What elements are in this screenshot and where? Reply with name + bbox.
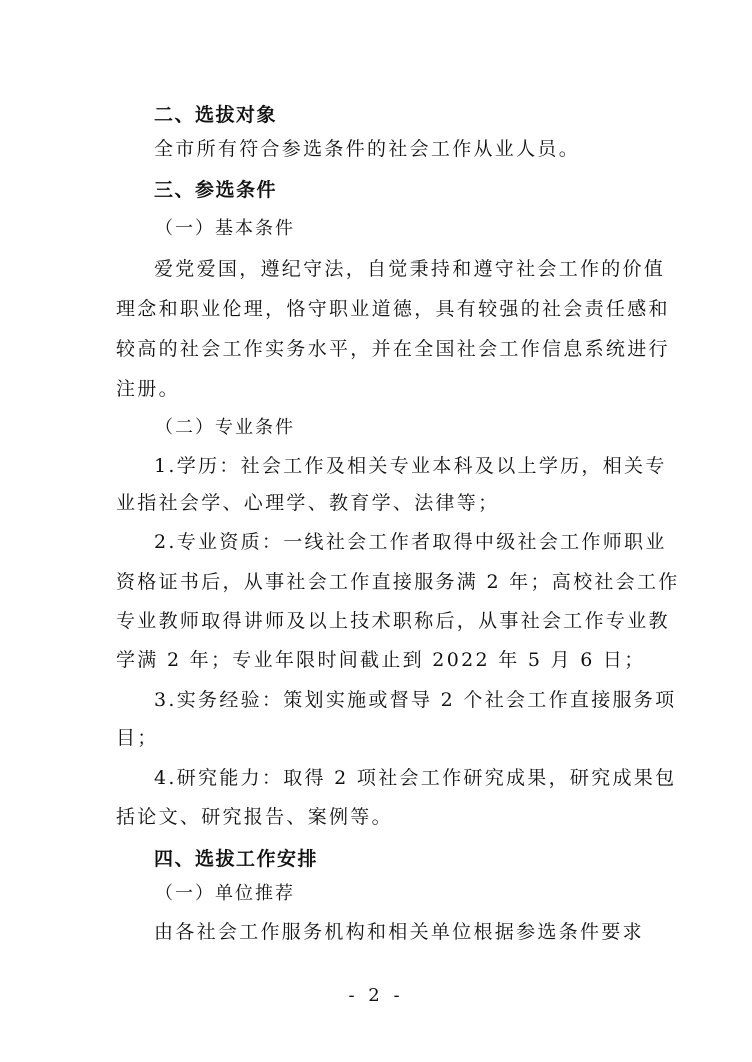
subsection-heading-unit-recommendation: （一）单位推荐 xyxy=(155,883,295,904)
list-item-research: 4.研究能力：取得 2 项社会工作研究成果，研究成果包 xyxy=(154,767,677,789)
list-item-experience: 3.实务经验：策划实施或督导 2 个社会工作直接服务项 xyxy=(154,689,677,711)
paragraph-line: 注册。 xyxy=(116,378,180,400)
paragraph-line: 理念和职业伦理，恪守职业道德，具有较强的社会责任感和 xyxy=(116,298,670,320)
list-item-education: 1.学历：社会工作及相关专业本科及以上学历，相关专 xyxy=(154,455,667,477)
list-item-qualification-cont: 学满 2 年；专业年限时间截止到 2022 年 5 月 6 日； xyxy=(116,649,646,671)
section-heading-selection-targets: 二、选拔对象 xyxy=(154,104,278,126)
paragraph-line: 全市所有符合参选条件的社会工作从业人员。 xyxy=(154,138,581,160)
paragraph-line: 由各社会工作服务机构和相关单位根据参选条件要求 xyxy=(154,921,644,943)
list-item-research-cont: 括论文、研究报告、案例等。 xyxy=(116,806,393,828)
page-number: - 2 - xyxy=(348,985,404,1006)
list-item-qualification-cont: 专业教师取得讲师及以上技术职称后，从事社会工作专业教 xyxy=(116,610,670,632)
paragraph-line: 较高的社会工作实务水平，并在全国社会工作信息系统进行 xyxy=(116,338,670,360)
subsection-heading-basic-conditions: （一）基本条件 xyxy=(155,218,295,239)
paragraph-line: 爱党爱国，遵纪守法，自觉秉持和遵守社会工作的价值 xyxy=(154,258,666,280)
section-heading-eligibility: 三、参选条件 xyxy=(154,179,278,201)
list-item-qualification: 2.专业资质：一线社会工作者取得中级社会工作师职业 xyxy=(154,531,667,553)
list-item-experience-cont: 目； xyxy=(116,727,159,749)
section-heading-arrangements: 四、选拔工作安排 xyxy=(154,848,319,870)
list-item-education-cont: 业指社会学、心理学、教育学、法律等； xyxy=(116,492,500,514)
subsection-heading-professional-conditions: （二）专业条件 xyxy=(155,417,295,438)
list-item-qualification-cont: 资格证书后，从事社会工作直接服务满 2 年；高校社会工作 xyxy=(116,571,680,593)
